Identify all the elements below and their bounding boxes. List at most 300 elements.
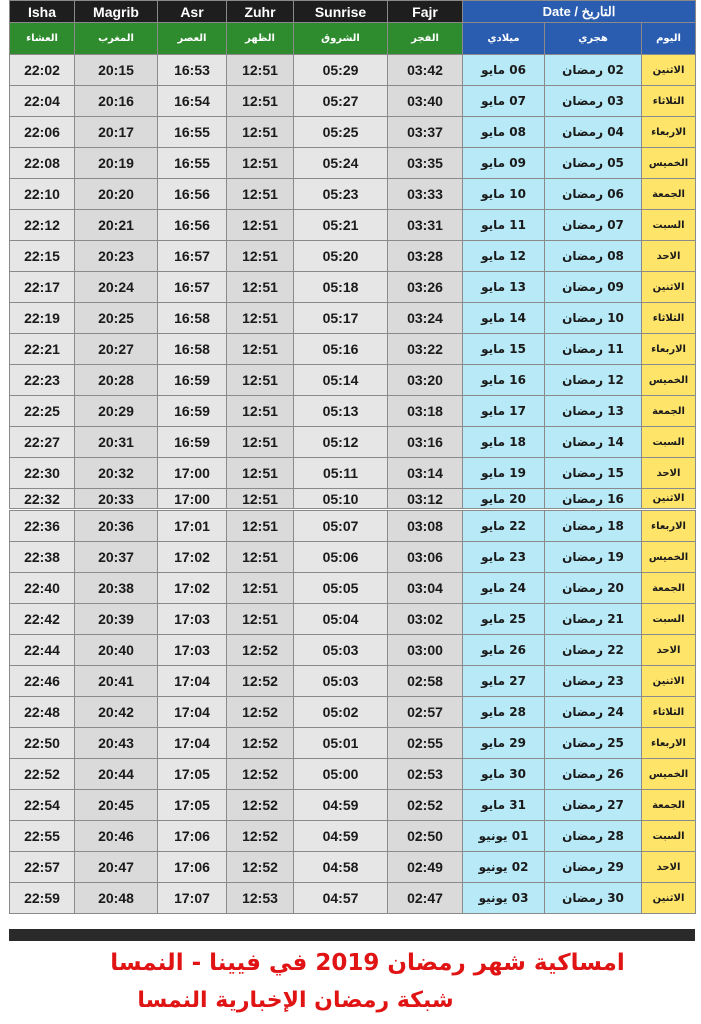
fajr-time: 03:08 [388, 511, 463, 542]
weekday: الاربعاء [642, 334, 696, 365]
zuhr-time: 12:51 [227, 604, 294, 635]
table-row [10, 883, 696, 914]
weekday: الخميس [642, 365, 696, 396]
fajr-time: 02:57 [388, 697, 463, 728]
fajr-time: 03:20 [388, 365, 463, 396]
gregorian-date: 10 مايو [463, 179, 545, 210]
zuhr-time: 12:53 [227, 883, 294, 914]
zuhr-time: 12:51 [227, 427, 294, 458]
zuhr-time: 12:51 [227, 573, 294, 604]
maghrib-time: 20:16 [75, 86, 158, 117]
zuhr-time: 12:52 [227, 790, 294, 821]
zuhr-time: 12:51 [227, 542, 294, 573]
weekday: السبت [642, 210, 696, 241]
isha-time: 22:54 [10, 790, 75, 821]
gregorian-date: 12 مايو [463, 241, 545, 272]
weekday: الاربعاء [642, 728, 696, 759]
isha-time: 22:17 [10, 272, 75, 303]
weekday: الخميس [642, 148, 696, 179]
sunrise-time: 05:11 [294, 458, 388, 489]
maghrib-time: 20:33 [75, 489, 158, 509]
fajr-time: 03:40 [388, 86, 463, 117]
fajr-time: 03:00 [388, 635, 463, 666]
gregorian-date: 17 مايو [463, 396, 545, 427]
gregorian-date: 26 مايو [463, 635, 545, 666]
table-row [10, 697, 696, 728]
asr-time: 16:59 [158, 427, 227, 458]
sunrise-time: 05:05 [294, 573, 388, 604]
asr-time: 16:56 [158, 210, 227, 241]
weekday: الاحد [642, 852, 696, 883]
asr-time: 17:05 [158, 759, 227, 790]
maghrib-time: 20:48 [75, 883, 158, 914]
sunrise-time: 05:00 [294, 759, 388, 790]
fajr-time: 03:18 [388, 396, 463, 427]
fajr-time: 03:35 [388, 148, 463, 179]
gregorian-date: 30 مايو [463, 759, 545, 790]
gregorian-date: 20 مايو [463, 489, 545, 509]
maghrib-time: 20:44 [75, 759, 158, 790]
sunrise-time: 04:59 [294, 790, 388, 821]
hijri-date: 08 رمضان [545, 241, 642, 272]
isha-time: 22:48 [10, 697, 75, 728]
maghrib-time: 20:41 [75, 666, 158, 697]
hijri-date: 29 رمضان [545, 852, 642, 883]
hijri-date: 05 رمضان [545, 148, 642, 179]
col-header-hijri-ar: هجري [545, 23, 642, 55]
isha-time: 22:50 [10, 728, 75, 759]
maghrib-time: 20:29 [75, 396, 158, 427]
sunrise-time: 04:59 [294, 821, 388, 852]
sunrise-time: 05:25 [294, 117, 388, 148]
col-header-zuhr: Zuhr [227, 1, 294, 23]
gregorian-date: 24 مايو [463, 573, 545, 604]
gregorian-date: 11 مايو [463, 210, 545, 241]
isha-time: 22:25 [10, 396, 75, 427]
table-row [10, 117, 696, 148]
gregorian-date: 06 مايو [463, 55, 545, 86]
gregorian-date: 28 مايو [463, 697, 545, 728]
fajr-time: 03:12 [388, 489, 463, 509]
weekday: السبت [642, 604, 696, 635]
isha-time: 22:19 [10, 303, 75, 334]
weekday: الاحد [642, 635, 696, 666]
col-header-isha: Isha [10, 1, 75, 23]
isha-time: 22:06 [10, 117, 75, 148]
sunrise-time: 05:18 [294, 272, 388, 303]
zuhr-time: 12:52 [227, 759, 294, 790]
sunrise-time: 05:02 [294, 697, 388, 728]
fajr-time: 03:24 [388, 303, 463, 334]
hijri-date: 14 رمضان [545, 427, 642, 458]
isha-time: 22:08 [10, 148, 75, 179]
gregorian-date: 13 مايو [463, 272, 545, 303]
weekday: الجمعة [642, 179, 696, 210]
table-row [10, 728, 696, 759]
zuhr-time: 12:51 [227, 303, 294, 334]
weekday: الجمعة [642, 790, 696, 821]
zuhr-time: 12:51 [227, 511, 294, 542]
table-row [10, 427, 696, 458]
fajr-time: 03:33 [388, 179, 463, 210]
col-header-asr-ar: العصر [158, 23, 227, 55]
asr-time: 17:06 [158, 821, 227, 852]
isha-time: 22:04 [10, 86, 75, 117]
col-header-zuhr-ar: الظهر [227, 23, 294, 55]
col-header-sunrise: Sunrise [294, 1, 388, 23]
zuhr-time: 12:51 [227, 117, 294, 148]
hijri-date: 07 رمضان [545, 210, 642, 241]
hijri-date: 15 رمضان [545, 458, 642, 489]
hijri-date: 03 رمضان [545, 86, 642, 117]
fajr-time: 03:16 [388, 427, 463, 458]
isha-time: 22:42 [10, 604, 75, 635]
weekday: الاحد [642, 458, 696, 489]
sunrise-time: 05:17 [294, 303, 388, 334]
weekday: الاربعاء [642, 511, 696, 542]
prayer-timetable [9, 0, 696, 509]
isha-time: 22:57 [10, 852, 75, 883]
table-row [10, 303, 696, 334]
zuhr-time: 12:51 [227, 396, 294, 427]
asr-time: 16:57 [158, 272, 227, 303]
sunrise-time: 05:03 [294, 635, 388, 666]
maghrib-time: 20:31 [75, 427, 158, 458]
sunrise-time: 05:16 [294, 334, 388, 365]
isha-time: 22:52 [10, 759, 75, 790]
maghrib-time: 20:38 [75, 573, 158, 604]
col-header-sunrise-ar: الشروق [294, 23, 388, 55]
isha-time: 22:10 [10, 179, 75, 210]
asr-time: 16:56 [158, 179, 227, 210]
gregorian-date: 25 مايو [463, 604, 545, 635]
zuhr-time: 12:51 [227, 272, 294, 303]
sunrise-time: 05:03 [294, 666, 388, 697]
sunrise-time: 05:07 [294, 511, 388, 542]
fajr-time: 02:52 [388, 790, 463, 821]
sunrise-time: 05:04 [294, 604, 388, 635]
maghrib-time: 20:40 [75, 635, 158, 666]
fajr-time: 03:06 [388, 542, 463, 573]
table-row [10, 334, 696, 365]
sunrise-time: 05:06 [294, 542, 388, 573]
header-row-english [10, 1, 696, 23]
asr-time: 17:00 [158, 458, 227, 489]
sunrise-time: 05:13 [294, 396, 388, 427]
weekday: الاثنين [642, 55, 696, 86]
gregorian-date: 31 مايو [463, 790, 545, 821]
asr-time: 17:03 [158, 635, 227, 666]
isha-time: 22:12 [10, 210, 75, 241]
table-row [10, 458, 696, 489]
maghrib-time: 20:36 [75, 511, 158, 542]
asr-time: 17:04 [158, 728, 227, 759]
weekday: الثلاثاء [642, 697, 696, 728]
table-row [10, 86, 696, 117]
maghrib-time: 20:24 [75, 272, 158, 303]
asr-time: 16:57 [158, 241, 227, 272]
gregorian-date: 27 مايو [463, 666, 545, 697]
sunrise-time: 05:14 [294, 365, 388, 396]
fajr-time: 03:28 [388, 241, 463, 272]
asr-time: 17:05 [158, 790, 227, 821]
isha-time: 22:38 [10, 542, 75, 573]
hijri-date: 18 رمضان [545, 511, 642, 542]
hijri-date: 20 رمضان [545, 573, 642, 604]
asr-time: 16:53 [158, 55, 227, 86]
fajr-time: 02:49 [388, 852, 463, 883]
fajr-time: 03:22 [388, 334, 463, 365]
hijri-date: 26 رمضان [545, 759, 642, 790]
maghrib-time: 20:32 [75, 458, 158, 489]
sunrise-time: 05:23 [294, 179, 388, 210]
fajr-time: 03:31 [388, 210, 463, 241]
fajr-time: 02:55 [388, 728, 463, 759]
hijri-date: 25 رمضان [545, 728, 642, 759]
hijri-date: 24 رمضان [545, 697, 642, 728]
weekday: الاثنين [642, 272, 696, 303]
zuhr-time: 12:52 [227, 697, 294, 728]
weekday: الاثنين [642, 883, 696, 914]
hijri-date: 27 رمضان [545, 790, 642, 821]
asr-time: 16:55 [158, 148, 227, 179]
table-row [10, 666, 696, 697]
fajr-time: 03:26 [388, 272, 463, 303]
table-row [10, 759, 696, 790]
weekday: الاربعاء [642, 117, 696, 148]
caption-subtitle: شبكة رمضان الإخبارية النمسا [137, 988, 454, 1013]
maghrib-time: 20:42 [75, 697, 158, 728]
header-row-arabic [10, 23, 696, 55]
fajr-time: 03:42 [388, 55, 463, 86]
zuhr-time: 12:51 [227, 458, 294, 489]
maghrib-time: 20:46 [75, 821, 158, 852]
table-row [10, 396, 696, 427]
maghrib-time: 20:27 [75, 334, 158, 365]
asr-time: 17:00 [158, 489, 227, 509]
fajr-time: 03:04 [388, 573, 463, 604]
gregorian-date: 23 مايو [463, 542, 545, 573]
timetable-top-section [9, 0, 695, 509]
isha-time: 22:27 [10, 427, 75, 458]
gregorian-date: 16 مايو [463, 365, 545, 396]
table-row [10, 148, 696, 179]
asr-time: 17:06 [158, 852, 227, 883]
sunrise-time: 04:57 [294, 883, 388, 914]
fajr-time: 02:50 [388, 821, 463, 852]
weekday: الثلاثاء [642, 303, 696, 334]
table-row [10, 55, 696, 86]
hijri-date: 02 رمضان [545, 55, 642, 86]
gregorian-date: 01 يونيو [463, 821, 545, 852]
zuhr-time: 12:52 [227, 852, 294, 883]
zuhr-time: 12:52 [227, 635, 294, 666]
table-row [10, 241, 696, 272]
gregorian-date: 15 مايو [463, 334, 545, 365]
hijri-date: 22 رمضان [545, 635, 642, 666]
weekday: السبت [642, 821, 696, 852]
weekday: الخميس [642, 542, 696, 573]
asr-time: 16:59 [158, 396, 227, 427]
table-row [10, 790, 696, 821]
maghrib-time: 20:17 [75, 117, 158, 148]
col-header-fajr-ar: الفجر [388, 23, 463, 55]
fajr-time: 02:53 [388, 759, 463, 790]
zuhr-time: 12:51 [227, 55, 294, 86]
maghrib-time: 20:47 [75, 852, 158, 883]
isha-time: 22:36 [10, 511, 75, 542]
maghrib-time: 20:45 [75, 790, 158, 821]
hijri-date: 10 رمضان [545, 303, 642, 334]
table-row [10, 365, 696, 396]
asr-time: 16:54 [158, 86, 227, 117]
asr-time: 16:59 [158, 365, 227, 396]
hijri-date: 19 رمضان [545, 542, 642, 573]
isha-time: 22:46 [10, 666, 75, 697]
sunrise-time: 05:20 [294, 241, 388, 272]
zuhr-time: 12:51 [227, 148, 294, 179]
zuhr-time: 12:52 [227, 728, 294, 759]
asr-time: 17:04 [158, 666, 227, 697]
maghrib-time: 20:19 [75, 148, 158, 179]
hijri-date: 16 رمضان [545, 489, 642, 509]
isha-time: 22:32 [10, 489, 75, 509]
fajr-time: 02:58 [388, 666, 463, 697]
asr-time: 17:02 [158, 542, 227, 573]
col-header-fajr: Fajr [388, 1, 463, 23]
zuhr-time: 12:51 [227, 86, 294, 117]
sunrise-time: 05:24 [294, 148, 388, 179]
weekday: الاثنين [642, 489, 696, 509]
asr-time: 16:58 [158, 334, 227, 365]
sunrise-time: 05:12 [294, 427, 388, 458]
weekday: الاثنين [642, 666, 696, 697]
sunrise-time: 05:29 [294, 55, 388, 86]
col-header-asr: Asr [158, 1, 227, 23]
sunrise-time: 05:21 [294, 210, 388, 241]
fajr-time: 02:47 [388, 883, 463, 914]
asr-time: 17:03 [158, 604, 227, 635]
col-header-maghrib: Magrib [75, 1, 158, 23]
col-header-date: Date / التاريخ [463, 1, 696, 23]
maghrib-time: 20:39 [75, 604, 158, 635]
asr-time: 17:01 [158, 511, 227, 542]
gregorian-date: 09 مايو [463, 148, 545, 179]
gregorian-date: 02 يونيو [463, 852, 545, 883]
hijri-date: 04 رمضان [545, 117, 642, 148]
isha-time: 22:21 [10, 334, 75, 365]
weekday: الثلاثاء [642, 86, 696, 117]
gregorian-date: 19 مايو [463, 458, 545, 489]
weekday: الخميس [642, 759, 696, 790]
fajr-time: 03:37 [388, 117, 463, 148]
table-row [10, 179, 696, 210]
zuhr-time: 12:51 [227, 365, 294, 396]
maghrib-time: 20:21 [75, 210, 158, 241]
maghrib-time: 20:28 [75, 365, 158, 396]
col-header-isha-ar: العشاء [10, 23, 75, 55]
table-row [10, 542, 696, 573]
gregorian-date: 08 مايو [463, 117, 545, 148]
isha-time: 22:02 [10, 55, 75, 86]
zuhr-time: 12:52 [227, 821, 294, 852]
asr-time: 16:55 [158, 117, 227, 148]
timetable-bottom-section [9, 510, 695, 914]
zuhr-time: 12:51 [227, 489, 294, 509]
isha-time: 22:59 [10, 883, 75, 914]
caption-title: امساكية شهر رمضان 2019 في فيينا - النمسا [110, 950, 625, 976]
gregorian-date: 22 مايو [463, 511, 545, 542]
weekday: الاحد [642, 241, 696, 272]
table-row [10, 489, 696, 509]
asr-time: 17:04 [158, 697, 227, 728]
zuhr-time: 12:51 [227, 210, 294, 241]
zuhr-time: 12:51 [227, 241, 294, 272]
table-row [10, 272, 696, 303]
fajr-time: 03:02 [388, 604, 463, 635]
col-header-day-ar: اليوم [642, 23, 696, 55]
zuhr-time: 12:52 [227, 666, 294, 697]
isha-time: 22:55 [10, 821, 75, 852]
isha-time: 22:15 [10, 241, 75, 272]
hijri-date: 11 رمضان [545, 334, 642, 365]
sunrise-time: 05:01 [294, 728, 388, 759]
sunrise-time: 05:27 [294, 86, 388, 117]
isha-time: 22:44 [10, 635, 75, 666]
isha-time: 22:40 [10, 573, 75, 604]
col-header-gregorian-ar: ميلادي [463, 23, 545, 55]
table-row [10, 604, 696, 635]
sunrise-time: 04:58 [294, 852, 388, 883]
isha-time: 22:23 [10, 365, 75, 396]
table-row [10, 821, 696, 852]
weekday: السبت [642, 427, 696, 458]
gregorian-date: 29 مايو [463, 728, 545, 759]
hijri-date: 13 رمضان [545, 396, 642, 427]
table-row [10, 635, 696, 666]
zuhr-time: 12:51 [227, 179, 294, 210]
table-row [10, 511, 696, 542]
gregorian-date: 18 مايو [463, 427, 545, 458]
prayer-timetable-continued [9, 510, 696, 914]
gregorian-date: 14 مايو [463, 303, 545, 334]
gregorian-date: 07 مايو [463, 86, 545, 117]
maghrib-time: 20:25 [75, 303, 158, 334]
table-row [10, 852, 696, 883]
isha-time: 22:30 [10, 458, 75, 489]
col-header-maghrib-ar: المغرب [75, 23, 158, 55]
weekday: الجمعة [642, 573, 696, 604]
hijri-date: 21 رمضان [545, 604, 642, 635]
sunrise-time: 05:10 [294, 489, 388, 509]
table-row [10, 573, 696, 604]
hijri-date: 28 رمضان [545, 821, 642, 852]
fajr-time: 03:14 [388, 458, 463, 489]
hijri-date: 12 رمضان [545, 365, 642, 396]
maghrib-time: 20:15 [75, 55, 158, 86]
maghrib-time: 20:37 [75, 542, 158, 573]
hijri-date: 23 رمضان [545, 666, 642, 697]
zuhr-time: 12:51 [227, 334, 294, 365]
gregorian-date: 03 يونيو [463, 883, 545, 914]
hijri-date: 09 رمضان [545, 272, 642, 303]
table-footer-bar [9, 929, 695, 941]
hijri-date: 30 رمضان [545, 883, 642, 914]
asr-time: 17:02 [158, 573, 227, 604]
asr-time: 16:58 [158, 303, 227, 334]
hijri-date: 06 رمضان [545, 179, 642, 210]
maghrib-time: 20:23 [75, 241, 158, 272]
